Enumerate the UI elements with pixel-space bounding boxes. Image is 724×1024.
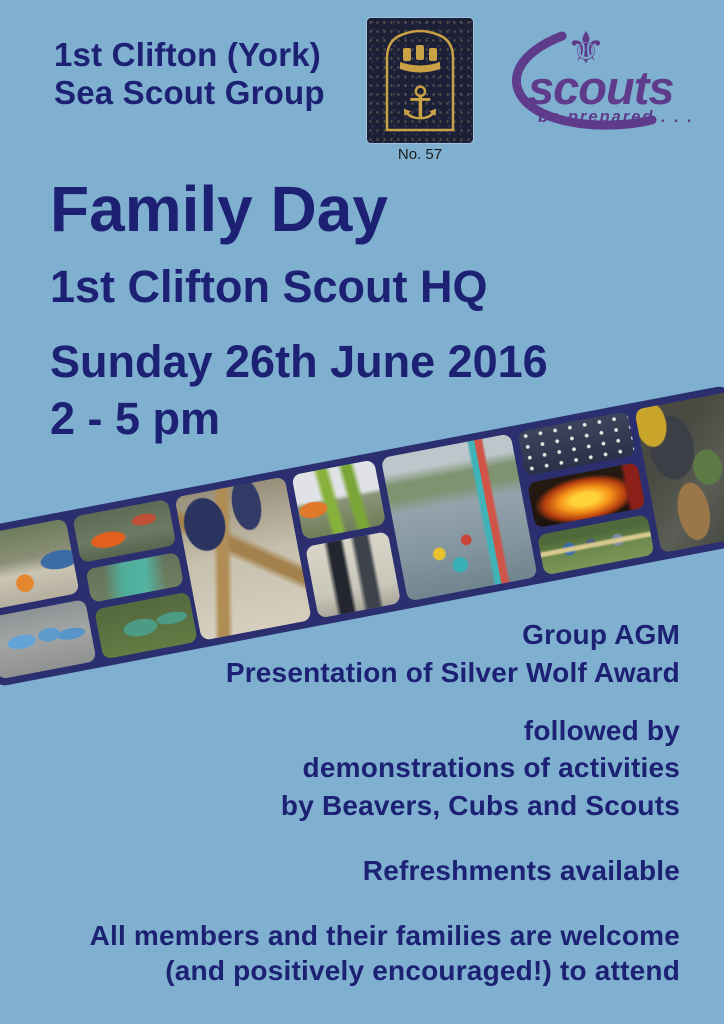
photo-river-kayaking-and-sailing [381, 433, 538, 601]
scouts-tagline: be prepared . . . [538, 108, 694, 126]
group-name-line2: Sea Scout Group [54, 74, 325, 111]
photo-scout-van-with-kayaks [291, 459, 386, 540]
fleur-de-lis-icon: ⚜ [566, 23, 606, 74]
event-venue: 1st Clifton Scout HQ [50, 261, 488, 312]
scouts-wordmark: scouts [528, 61, 674, 114]
event-time: 2 - 5 pm [50, 393, 221, 444]
photo-orange-kayaks-on-river [72, 499, 176, 563]
group-name [54, 36, 325, 112]
photo-outdoor-buffet-table [0, 518, 80, 611]
photo-scouts-pioneering-indoors [174, 476, 311, 640]
sea-scout-badge [367, 18, 473, 143]
group-name-line1: 1st Clifton (York) [54, 36, 321, 73]
svg-text:⚓: ⚓ [399, 76, 441, 130]
agenda-demonstrations: demonstrations of activities [302, 752, 680, 783]
agenda-silver-wolf: Presentation of Silver Wolf Award [225, 657, 680, 688]
agenda-refreshments: Refreshments available [362, 855, 680, 886]
group-badge-block [367, 18, 473, 163]
agenda-sections: by Beavers, Cubs and Scouts [280, 790, 680, 821]
crown-anchor-icon [367, 18, 473, 143]
agenda-welcome-line2: (and positively encouraged!) to attend [165, 955, 680, 986]
event-title: Family Day [50, 173, 388, 245]
photo-uniformed-officers [305, 531, 401, 618]
agenda-welcome-line1: All members and their families are welcome [89, 920, 680, 951]
agenda-followed-by: followed by [523, 715, 680, 746]
badge-number: No. 57 [397, 146, 443, 163]
agenda-group-agm: Group AGM [522, 619, 680, 650]
event-date: Sunday 26th June 2016 [50, 336, 548, 387]
scouts-logo-art [498, 16, 712, 140]
scouts-logo [498, 16, 712, 140]
